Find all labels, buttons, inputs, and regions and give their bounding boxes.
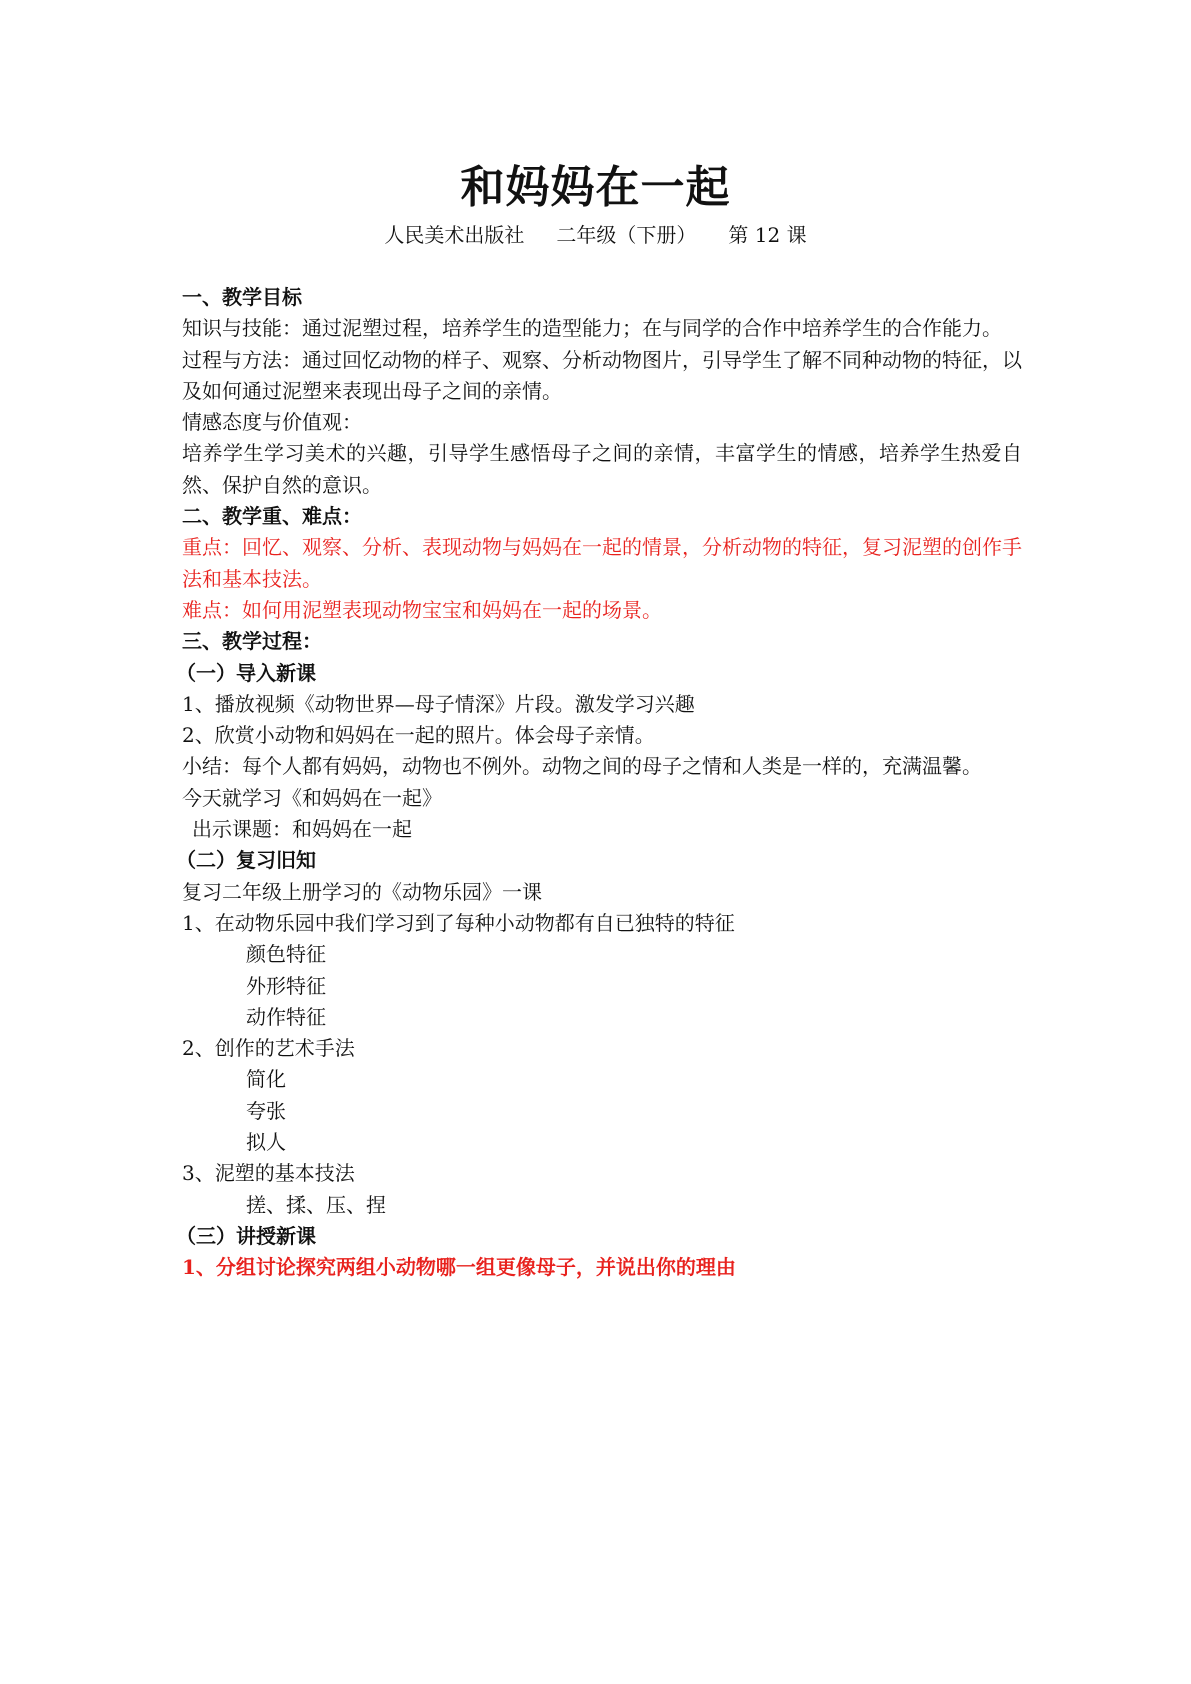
page-title: 和妈妈在一起 [460, 162, 731, 213]
review-intro: 复习二年级上册学习的《动物乐园》一课 [182, 879, 542, 904]
section-heading-process: 三、教学过程： [182, 629, 322, 654]
list-sub-item: 动作特征 [246, 1004, 326, 1029]
subsection-heading-new-lesson: （三）讲授新课 [176, 1223, 316, 1248]
objective-process: 过程与方法：通过回忆动物的样子、观察、分析动物图片，引导学生了解不同种动物的特征，以及如何通过泥塑来表现出母子之间的亲情。 [182, 347, 1022, 403]
list-item: 2、欣赏小动物和妈妈在一起的照片。体会母子亲情。 [182, 723, 655, 748]
list-item: 2、创作的艺术手法 [182, 1036, 355, 1061]
subsection-heading-review: （二）复习旧知 [176, 848, 316, 873]
list-item: 1、播放视频《动物世界—母子情深》片段。激发学习兴趣 [182, 691, 695, 716]
section-heading-key-points: 二、教学重、难点： [182, 504, 362, 529]
list-item: 1、在动物乐园中我们学习到了每种小动物都有自已独特的特征 [182, 910, 735, 935]
objective-emotion-label: 情感态度与价值观： [182, 410, 362, 435]
list-sub-item: 简化 [246, 1067, 286, 1092]
lesson-label: 第 12 课 [728, 223, 807, 247]
list-item-highlight: 1、分组讨论探究两组小动物哪一组更像母子，并说出你的理由 [182, 1255, 736, 1280]
difficult-point: 难点：如何用泥塑表现动物宝宝和妈妈在一起的场景。 [182, 597, 662, 622]
objective-knowledge: 知识与技能：通过泥塑过程，培养学生的造型能力；在与同学的合作中培养学生的合作能力。 [182, 316, 1002, 341]
list-sub-item: 夸张 [246, 1098, 286, 1123]
list-sub-item: 外形特征 [246, 973, 326, 998]
subsection-heading-intro: （一）导入新课 [176, 660, 316, 685]
summary-text: 小结：每个人都有妈妈，动物也不例外。动物之间的母子之情和人类是一样的，充满温馨。 [182, 754, 982, 779]
summary-text: 今天就学习《和妈妈在一起》 [182, 785, 442, 810]
key-point: 重点：回忆、观察、分析、表现动物与妈妈在一起的情景，分析动物的特征，复习泥塑的创作手法和基本技法。 [182, 535, 1022, 591]
page-subtitle [0, 220, 1191, 250]
list-item: 3、泥塑的基本技法 [182, 1161, 355, 1186]
publisher-label: 人民美术出版社 [384, 223, 525, 247]
list-sub-item: 颜色特征 [246, 942, 326, 967]
grade-label: 二年级（下册） [556, 223, 697, 247]
list-sub-item: 拟人 [246, 1130, 286, 1155]
show-topic-text: 出示课题：和妈妈在一起 [192, 817, 412, 842]
document-body [176, 282, 1022, 1284]
section-heading-objectives: 一、教学目标 [182, 285, 302, 309]
list-sub-item: 搓、揉、压、捏 [246, 1192, 386, 1217]
objective-emotion: 培养学生学习美术的兴趣，引导学生感悟母子之间的亲情，丰富学生的情感，培养学生热爱自然、保护自然的意识。 [182, 441, 1022, 497]
